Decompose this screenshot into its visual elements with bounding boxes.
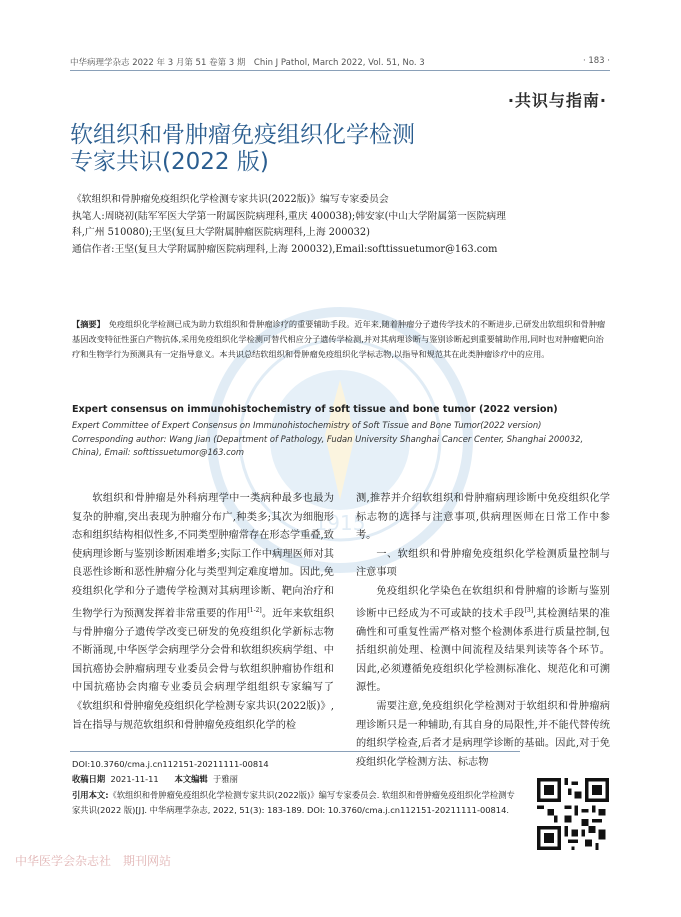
body-paragraph: 测,推荐并介绍软组织和骨肿瘤病理诊断中免疫组织化学标志物的选择与注意事项,供病理医师在日常工作中参考。 (356, 493, 610, 542)
article-title (70, 122, 610, 176)
citation-info: 引用本文:《软组织和骨肿瘤免疫组织化学检测专家共识(2022版)》编写专家委员会. 软组织和骨肿瘤免疫组织化学检测专家共识(2022 版)[J]. 中华病理学杂志, 2022, 51(3): 183-189. DOI: 10.3760/cma.j.cn112151-20211111-00814. (72, 789, 515, 816)
page-number: · 183 · (582, 56, 610, 66)
abstract-label: 【摘要】 (72, 319, 105, 329)
english-title: Expert consensus on immunohistochemistry of soft tissue and bone tumor (2022 version) (72, 404, 558, 415)
author-block (72, 192, 512, 258)
title-line-2: 专家共识(2022 版) (70, 149, 269, 175)
committee-name: 《软组织和骨肿瘤免疫组织化学检测专家共识(2022版)》编写专家委员会 (72, 194, 389, 205)
citation: [1-2] (247, 606, 262, 614)
doi: DOI:10.3760/cma.j.cn112151-20211111-00814 (72, 759, 269, 769)
english-author-block (72, 419, 612, 460)
chinese-abstract (72, 317, 608, 362)
qr-code-icon (537, 778, 609, 850)
received-and-editor: 收稿日期 2021-11-11 本文编辑 于雅丽 (72, 774, 238, 785)
article-footer (72, 757, 522, 819)
body-column-right (356, 490, 610, 772)
publisher-logo: 中华医学会杂志社 期刊网站 (15, 854, 172, 868)
body-paragraph: 免疫组织化学染色在软组织和骨肿瘤的诊断与鉴别诊断中已经成为不可或缺的技术手段[3],其检测结果的准确性和可重复性需严格对整个检测体系进行质量控制,包括组织前处理、检测中间流程及结果判读等各个环节。因此,必须遵循免疫组织化学检测标准化、规范化和可溯源性。 (356, 585, 610, 694)
abstract-text: 免疫组织化学检测已成为助力软组织和骨肿瘤诊疗的重要辅助手段。近年来,随着肿瘤分子遗传学技术的不断进步,已研发出软组织和骨肿瘤基因改变特征性蛋白产物抗体,采用免疫组织化学检测可替代相应分子遗传学检测,并对其病理诊断与鉴别诊断起到重要辅助作用,同时也对肿瘤靶向治疗和生物学行为预测具有一定指导意义。本共识总结软组织和骨肿瘤免疫组织化学标志物,以指导和规范其在此类肿瘤诊疗中的应用。 (72, 319, 606, 359)
citation: [3] (524, 606, 534, 614)
header-divider (70, 70, 610, 71)
body-paragraph: 需要注意,免疫组织化学检测对于软组织和骨肿瘤病理诊断只是一种辅助,有其自身的局限性,并不能代替传统的组织学检查,后者才是病理学诊断的基础。因此,对于免疫组织化学检测方法、标志物 (356, 700, 610, 768)
corresponding-author: 通信作者:王坚(复旦大学附属肿瘤医院病理科,上海 200032),Email:softtissuetumor@163.com (72, 243, 498, 255)
body-column-left (72, 490, 334, 735)
journal-info: 中华病理学杂志 2022 年 3 月第 51 卷第 3 期 Chin J Pathol, March 2022, Vol. 51, No. 3 (70, 58, 425, 68)
english-committee: Expert Committee of Expert Consensus on Immunohistochemistry of Soft Tissue and Bone Tumor(2022 version) (72, 420, 542, 430)
column-label: ·共识与指南· (507, 91, 607, 110)
english-corresponding: Corresponding author: Wang Jian (Department of Pathology, Fudan University Shanghai Cancer Center, Shanghai 200032, China), Email: softtissuetumor@163.com (72, 433, 584, 457)
section-heading: 一、软组织和骨肿瘤免疫组织化学检测质量控制与注意事项 (356, 548, 610, 579)
footer-divider (70, 751, 520, 752)
writers: 执笔人:周晓初(陆军军医大学第一附属医院病理科,重庆 400038);韩安家(中山大学附属第一医院病理科,广州 510080);王坚(复旦大学附属肿瘤医院病理科,上海 200032) (72, 210, 506, 238)
title-line-1: 软组织和骨肿瘤免疫组织化学检测 (70, 122, 415, 148)
svg-text:1915: 1915 (314, 511, 366, 535)
body-paragraph: 软组织和骨肿瘤是外科病理学中一类病种最多也最为复杂的肿瘤,突出表现为肿瘤分布广,种类多;其次为细胞形态和组织结构相似性多,不同类型肿瘤常存在形态学重叠,致使病理诊断与鉴别诊断困难增多;实际工作中病理医师对其良恶性诊断和恶性肿瘤分化与类型判定难度增加。因此,免疫组织化学和分子遗传学检测对其病理诊断、靶向治疗和生物学行为预测发挥着非常重要的作用[1-2]。近年来软组织与骨肿瘤分子遗传学改变已研发的免疫组织化学新标志物不断涌现,中华医学会病理学分会骨和软组织疾病学组、中国抗癌协会肿瘤病理专业委员会骨与软组织肿瘤协作组和中国抗癌协会肉瘤专业委员会病理学组组织专家编写了《软组织和骨肿瘤免疫组织化学检测专家共识(2022版)》,旨在指导与规范软组织和骨肿瘤免疫组织化学的检 (72, 493, 334, 731)
